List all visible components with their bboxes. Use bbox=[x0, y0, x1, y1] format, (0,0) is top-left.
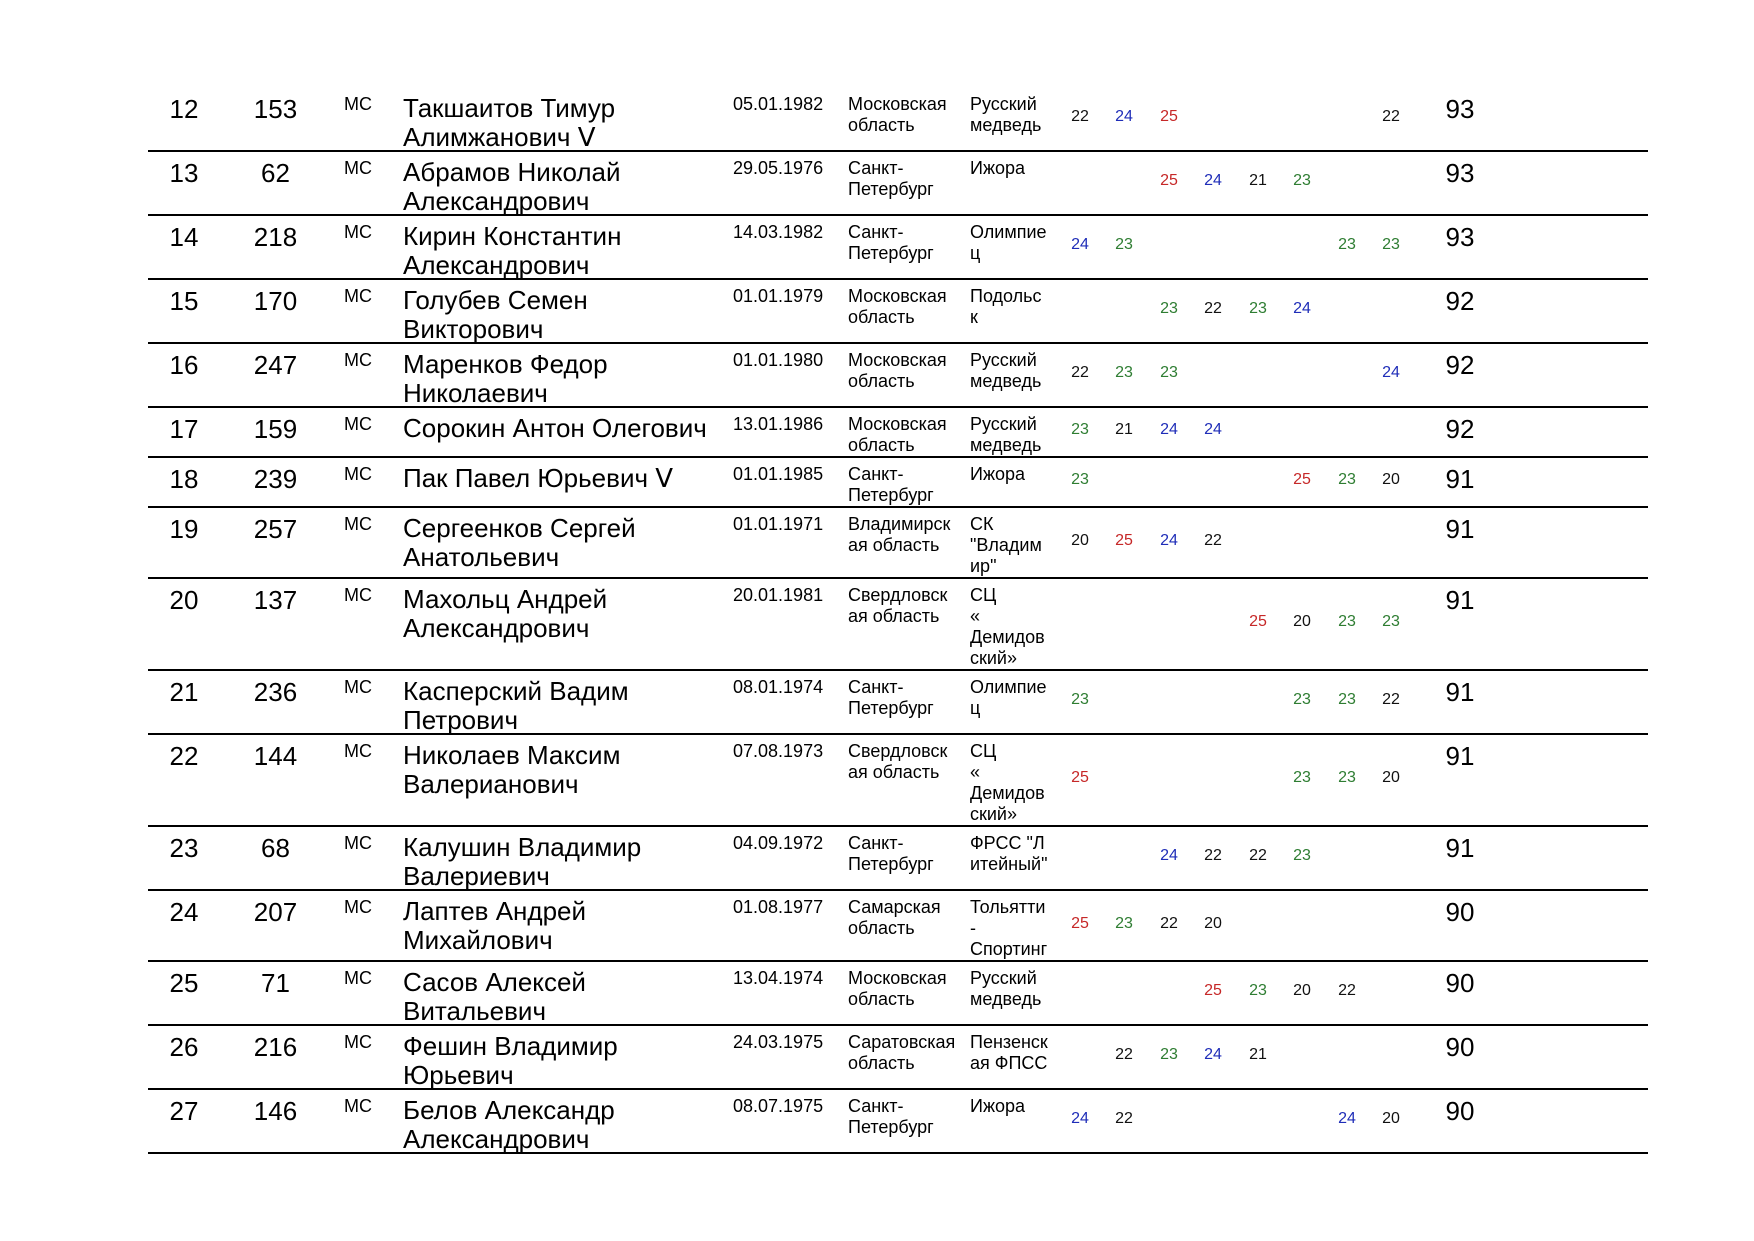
place-cell: 18 bbox=[169, 464, 199, 494]
series-score-cell: 21 bbox=[1249, 1046, 1267, 1063]
series-score-cell: 20 bbox=[1382, 471, 1400, 488]
bib-number-cell: 239 bbox=[253, 464, 298, 494]
bib-number-cell: 236 bbox=[253, 677, 298, 707]
table-row bbox=[148, 1026, 1648, 1090]
series-score-cell: 25 bbox=[1071, 915, 1089, 932]
series-score-cell: 24 bbox=[1204, 1046, 1222, 1063]
table-row bbox=[148, 408, 1648, 458]
athlete-name-cell: Сорокин Антон Олегович bbox=[403, 413, 707, 443]
rank-cell: МС bbox=[344, 158, 372, 178]
birth-date-cell: 01.01.1985 bbox=[733, 464, 824, 484]
bib-number-cell: 62 bbox=[261, 158, 290, 188]
series-score-cell: 25 bbox=[1115, 532, 1133, 549]
place-cell: 15 bbox=[169, 286, 199, 316]
birth-date-cell: 01.01.1980 bbox=[733, 350, 824, 370]
bib-number-cell: 153 bbox=[253, 94, 298, 124]
series-score-cell: 20 bbox=[1293, 613, 1311, 630]
series-score-cell: 20 bbox=[1071, 532, 1089, 549]
series-score-cell: 24 bbox=[1204, 172, 1222, 189]
total-score-cell: 91 bbox=[1445, 464, 1475, 494]
series-score-cell: 20 bbox=[1204, 915, 1222, 932]
bib-number-cell: 247 bbox=[253, 350, 298, 380]
bib-number-cell: 68 bbox=[261, 833, 290, 863]
table-row bbox=[148, 458, 1648, 508]
series-score-cell: 24 bbox=[1204, 421, 1222, 438]
series-score-cell: 23 bbox=[1115, 915, 1133, 932]
birth-date-cell: 29.05.1976 bbox=[733, 158, 824, 178]
birth-date-cell: 08.07.1975 bbox=[733, 1096, 824, 1116]
place-cell: 16 bbox=[169, 350, 199, 380]
birth-date-cell: 13.04.1974 bbox=[733, 968, 824, 988]
rank-cell: МС bbox=[344, 350, 372, 370]
series-score-cell: 22 bbox=[1204, 847, 1222, 864]
total-score-cell: 90 bbox=[1445, 968, 1475, 998]
table-row bbox=[148, 152, 1648, 216]
athlete-name-cell: Такшаитов Тимур Алимжанович ᐯ bbox=[403, 93, 616, 152]
birth-date-cell: 07.08.1973 bbox=[733, 741, 824, 761]
series-score-cell: 22 bbox=[1382, 691, 1400, 708]
region-cell: Саратовская область bbox=[848, 1032, 956, 1073]
athlete-name-cell: Белов Александр Александрович bbox=[403, 1095, 615, 1154]
place-cell: 25 bbox=[169, 968, 199, 998]
series-score-cell: 21 bbox=[1249, 172, 1267, 189]
rank-cell: МС bbox=[344, 833, 372, 853]
series-score-cell: 23 bbox=[1293, 769, 1311, 786]
birth-date-cell: 14.03.1982 bbox=[733, 222, 824, 242]
series-score-cell: 20 bbox=[1382, 1110, 1400, 1127]
bib-number-cell: 170 bbox=[253, 286, 298, 316]
place-cell: 20 bbox=[169, 585, 199, 615]
athlete-name-cell: Голубев Семен Викторович bbox=[403, 285, 588, 344]
club-cell: Тольятти - Спортинг bbox=[970, 897, 1048, 959]
rank-cell: МС bbox=[344, 677, 372, 697]
place-cell: 13 bbox=[169, 158, 199, 188]
place-cell: 27 bbox=[169, 1096, 199, 1126]
rank-cell: МС bbox=[344, 286, 372, 306]
total-score-cell: 91 bbox=[1445, 833, 1475, 863]
series-score-cell: 23 bbox=[1293, 847, 1311, 864]
region-cell: Московская область bbox=[848, 968, 947, 1009]
series-score-cell: 23 bbox=[1338, 769, 1356, 786]
series-score-cell: 24 bbox=[1071, 236, 1089, 253]
club-cell: Олимпие ц bbox=[970, 677, 1047, 718]
series-score-cell: 22 bbox=[1115, 1110, 1133, 1127]
region-cell: Санкт- Петербург bbox=[848, 833, 934, 874]
region-cell: Московская область bbox=[848, 286, 947, 327]
birth-date-cell: 05.01.1982 bbox=[733, 94, 824, 114]
series-score-cell: 24 bbox=[1160, 847, 1178, 864]
bib-number-cell: 207 bbox=[253, 897, 298, 927]
total-score-cell: 90 bbox=[1445, 897, 1475, 927]
series-score-cell: 23 bbox=[1249, 300, 1267, 317]
total-score-cell: 90 bbox=[1445, 1032, 1475, 1062]
series-score-cell: 23 bbox=[1115, 236, 1133, 253]
series-score-cell: 24 bbox=[1115, 108, 1133, 125]
bib-number-cell: 218 bbox=[253, 222, 298, 252]
series-score-cell: 24 bbox=[1293, 300, 1311, 317]
rank-cell: МС bbox=[344, 464, 372, 484]
club-cell: СК "Владим ир" bbox=[970, 514, 1042, 576]
series-score-cell: 23 bbox=[1382, 613, 1400, 630]
region-cell: Московская область bbox=[848, 414, 947, 455]
athlete-name-cell: Фешин Владимир Юрьевич bbox=[403, 1031, 618, 1090]
series-score-cell: 23 bbox=[1338, 471, 1356, 488]
series-score-cell: 24 bbox=[1071, 1110, 1089, 1127]
total-score-cell: 92 bbox=[1445, 414, 1475, 444]
place-cell: 24 bbox=[169, 897, 199, 927]
series-score-cell: 23 bbox=[1293, 172, 1311, 189]
table-row bbox=[148, 1090, 1648, 1154]
table-row bbox=[148, 891, 1648, 962]
bib-number-cell: 144 bbox=[253, 741, 298, 771]
athlete-name-cell: Калушин Владимир Валериевич bbox=[403, 832, 642, 891]
series-score-cell: 23 bbox=[1160, 364, 1178, 381]
series-score-cell: 22 bbox=[1071, 108, 1089, 125]
region-cell: Самарская область bbox=[848, 897, 941, 938]
series-score-cell: 22 bbox=[1204, 300, 1222, 317]
club-cell: Ижора bbox=[970, 464, 1026, 484]
athlete-name-cell: Абрамов Николай Александрович bbox=[403, 157, 621, 216]
series-score-cell: 21 bbox=[1115, 421, 1133, 438]
rank-cell: МС bbox=[344, 1096, 372, 1116]
athlete-name-cell: Махольц Андрей Александрович bbox=[403, 584, 608, 643]
place-cell: 22 bbox=[169, 741, 199, 771]
place-cell: 14 bbox=[169, 222, 199, 252]
series-score-cell: 22 bbox=[1160, 915, 1178, 932]
total-score-cell: 91 bbox=[1445, 514, 1475, 544]
rank-cell: МС bbox=[344, 585, 372, 605]
total-score-cell: 90 bbox=[1445, 1096, 1475, 1126]
series-score-cell: 23 bbox=[1071, 471, 1089, 488]
birth-date-cell: 01.01.1979 bbox=[733, 286, 824, 306]
series-score-cell: 23 bbox=[1071, 421, 1089, 438]
club-cell: Ижора bbox=[970, 158, 1026, 178]
region-cell: Санкт- Петербург bbox=[848, 1096, 934, 1137]
rank-cell: МС bbox=[344, 414, 372, 434]
series-score-cell: 23 bbox=[1382, 236, 1400, 253]
place-cell: 26 bbox=[169, 1032, 199, 1062]
series-score-cell: 23 bbox=[1293, 691, 1311, 708]
series-score-cell: 22 bbox=[1115, 1046, 1133, 1063]
total-score-cell: 93 bbox=[1445, 94, 1475, 124]
total-score-cell: 92 bbox=[1445, 286, 1475, 316]
series-score-cell: 22 bbox=[1338, 982, 1356, 999]
club-cell: Русский медведь bbox=[970, 414, 1042, 455]
club-cell: Подольс к bbox=[970, 286, 1042, 327]
series-score-cell: 23 bbox=[1249, 982, 1267, 999]
table-row bbox=[148, 827, 1648, 891]
table-row bbox=[148, 508, 1648, 579]
bib-number-cell: 146 bbox=[253, 1096, 298, 1126]
series-score-cell: 24 bbox=[1382, 364, 1400, 381]
place-cell: 19 bbox=[169, 514, 199, 544]
club-cell: Русский медведь bbox=[970, 94, 1042, 135]
series-score-cell: 23 bbox=[1338, 236, 1356, 253]
series-score-cell: 23 bbox=[1071, 691, 1089, 708]
place-cell: 23 bbox=[169, 833, 199, 863]
rank-cell: МС bbox=[344, 514, 372, 534]
athlete-name-cell: Лаптев Андрей Михайлович bbox=[403, 896, 587, 955]
bib-number-cell: 216 bbox=[253, 1032, 298, 1062]
birth-date-cell: 01.08.1977 bbox=[733, 897, 824, 917]
series-score-cell: 25 bbox=[1160, 108, 1178, 125]
total-score-cell: 91 bbox=[1445, 585, 1475, 615]
athlete-name-cell: Пак Павел Юрьевич ᐯ bbox=[403, 463, 674, 493]
club-cell: Русский медведь bbox=[970, 350, 1042, 391]
birth-date-cell: 24.03.1975 bbox=[733, 1032, 824, 1052]
athlete-name-cell: Сергеенков Сергей Анатольевич bbox=[403, 513, 636, 572]
series-score-cell: 23 bbox=[1338, 613, 1356, 630]
bib-number-cell: 257 bbox=[253, 514, 298, 544]
region-cell: Московская область bbox=[848, 350, 947, 391]
total-score-cell: 91 bbox=[1445, 741, 1475, 771]
series-score-cell: 22 bbox=[1204, 532, 1222, 549]
region-cell: Свердловск ая область bbox=[848, 741, 948, 782]
birth-date-cell: 13.01.1986 bbox=[733, 414, 824, 434]
series-score-cell: 23 bbox=[1338, 691, 1356, 708]
table-row bbox=[148, 216, 1648, 280]
series-score-cell: 22 bbox=[1382, 108, 1400, 125]
region-cell: Свердловск ая область bbox=[848, 585, 948, 626]
series-score-cell: 23 bbox=[1115, 364, 1133, 381]
table-row bbox=[148, 280, 1648, 344]
place-cell: 17 bbox=[169, 414, 199, 444]
rank-cell: МС bbox=[344, 94, 372, 114]
series-score-cell: 24 bbox=[1160, 532, 1178, 549]
region-cell: Московская область bbox=[848, 94, 947, 135]
series-score-cell: 25 bbox=[1160, 172, 1178, 189]
table-row bbox=[148, 88, 1648, 152]
table-row bbox=[148, 344, 1648, 408]
athlete-name-cell: Кирин Константин Александрович bbox=[403, 221, 622, 280]
region-cell: Санкт- Петербург bbox=[848, 464, 934, 505]
series-score-cell: 24 bbox=[1338, 1110, 1356, 1127]
series-score-cell: 23 bbox=[1160, 1046, 1178, 1063]
bib-number-cell: 71 bbox=[261, 968, 290, 998]
birth-date-cell: 01.01.1971 bbox=[733, 514, 824, 534]
region-cell: Санкт- Петербург bbox=[848, 222, 934, 263]
total-score-cell: 93 bbox=[1445, 158, 1475, 188]
bib-number-cell: 137 bbox=[253, 585, 298, 615]
region-cell: Санкт- Петербург bbox=[848, 677, 934, 718]
club-cell: Русский медведь bbox=[970, 968, 1042, 1009]
club-cell: Ижора bbox=[970, 1096, 1026, 1116]
rank-cell: МС bbox=[344, 968, 372, 988]
club-cell: СЦ « Демидов ский» bbox=[970, 741, 1045, 824]
series-score-cell: 20 bbox=[1382, 769, 1400, 786]
series-score-cell: 25 bbox=[1204, 982, 1222, 999]
rank-cell: МС bbox=[344, 1032, 372, 1052]
place-cell: 12 bbox=[169, 94, 199, 124]
club-cell: ФРСС "Л итейный" bbox=[970, 833, 1048, 874]
athlete-name-cell: Касперский Вадим Петрович bbox=[403, 676, 629, 735]
results-table bbox=[148, 88, 1648, 1154]
series-score-cell: 22 bbox=[1071, 364, 1089, 381]
total-score-cell: 91 bbox=[1445, 677, 1475, 707]
table-row bbox=[148, 579, 1648, 671]
rank-cell: МС bbox=[344, 741, 372, 761]
region-cell: Владимирск ая область bbox=[848, 514, 951, 555]
table-row bbox=[148, 671, 1648, 735]
series-score-cell: 25 bbox=[1249, 613, 1267, 630]
place-cell: 21 bbox=[169, 677, 199, 707]
table-row bbox=[148, 735, 1648, 827]
series-score-cell: 23 bbox=[1160, 300, 1178, 317]
club-cell: СЦ « Демидов ский» bbox=[970, 585, 1045, 668]
club-cell: Олимпие ц bbox=[970, 222, 1047, 263]
birth-date-cell: 08.01.1974 bbox=[733, 677, 824, 697]
series-score-cell: 25 bbox=[1293, 471, 1311, 488]
region-cell: Санкт- Петербург bbox=[848, 158, 934, 199]
series-score-cell: 24 bbox=[1160, 421, 1178, 438]
athlete-name-cell: Маренков Федор Николаевич bbox=[403, 349, 608, 408]
rank-cell: МС bbox=[344, 897, 372, 917]
series-score-cell: 20 bbox=[1293, 982, 1311, 999]
series-score-cell: 22 bbox=[1249, 847, 1267, 864]
series-score-cell: 25 bbox=[1071, 769, 1089, 786]
birth-date-cell: 04.09.1972 bbox=[733, 833, 824, 853]
athlete-name-cell: Николаев Максим Валерианович bbox=[403, 740, 621, 799]
total-score-cell: 93 bbox=[1445, 222, 1475, 252]
table-row bbox=[148, 962, 1648, 1026]
total-score-cell: 92 bbox=[1445, 350, 1475, 380]
birth-date-cell: 20.01.1981 bbox=[733, 585, 824, 605]
club-cell: Пензенск ая ФПСС bbox=[970, 1032, 1048, 1073]
bib-number-cell: 159 bbox=[253, 414, 298, 444]
rank-cell: МС bbox=[344, 222, 372, 242]
athlete-name-cell: Сасов Алексей Витальевич bbox=[403, 967, 586, 1026]
